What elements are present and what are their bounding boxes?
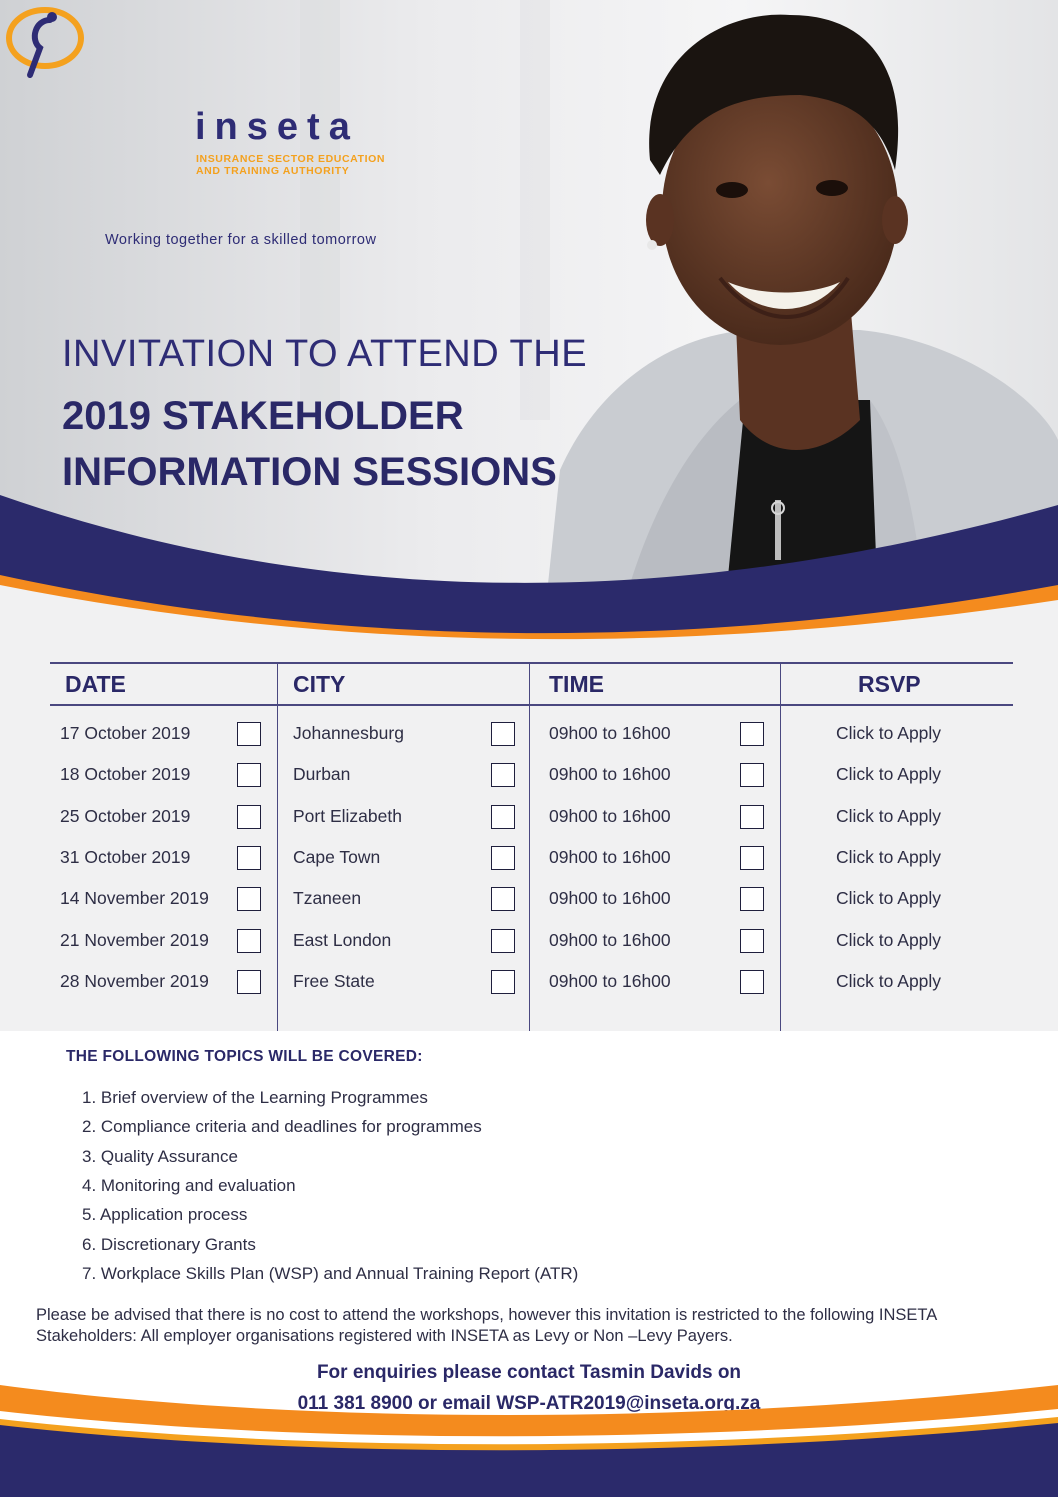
cell-date: 25 October 2019	[60, 806, 191, 826]
column-divider	[780, 662, 781, 1031]
topic-item: 2. Compliance criteria and deadlines for programmes	[82, 1117, 482, 1136]
rsvp-link[interactable]: Click to Apply	[836, 888, 942, 908]
brand-subtitle	[196, 153, 385, 177]
topic-item: 4. Monitoring and evaluation	[82, 1176, 296, 1195]
rsvp-link[interactable]: Click to Apply	[836, 847, 942, 867]
cell-time: 09h00 to 16h00	[549, 847, 671, 867]
rsvp-link[interactable]: Click to Apply	[836, 971, 942, 991]
rsvp-link[interactable]: Click to Apply	[836, 764, 942, 784]
sessions-table	[0, 645, 1058, 1031]
cell-date: 14 November 2019	[60, 888, 209, 908]
cell-date: 31 October 2019	[60, 847, 191, 867]
cell-city: Free State	[293, 971, 375, 991]
header-city: CITY	[293, 671, 346, 697]
time-checkbox[interactable]	[740, 722, 764, 746]
date-checkbox[interactable]	[237, 805, 261, 829]
table-top-rule	[50, 662, 1013, 664]
time-checkbox[interactable]	[740, 846, 764, 870]
city-checkbox[interactable]	[491, 929, 515, 953]
cell-time: 09h00 to 16h00	[549, 888, 671, 908]
rsvp-link[interactable]: Click to Apply	[836, 723, 942, 743]
rsvp-link[interactable]: Click to Apply	[836, 806, 942, 826]
cell-city: Johannesburg	[293, 723, 404, 743]
cell-time: 09h00 to 16h00	[549, 764, 671, 784]
city-checkbox[interactable]	[491, 970, 515, 994]
cell-time: 09h00 to 16h00	[549, 723, 671, 743]
advisory-text: Please be advised that there is no cost to attend the workshops, however this invitation is restricted to the following INSETA Stakeholders: All employer organisations registered with INSETA as Levy or Non –Levy Payers.	[36, 1306, 937, 1345]
header-date: DATE	[65, 671, 126, 697]
table-header-rule	[50, 704, 1013, 706]
footer-wave	[0, 1385, 1058, 1497]
cell-city: East London	[293, 930, 392, 950]
city-checkbox[interactable]	[491, 763, 515, 787]
date-checkbox[interactable]	[237, 887, 261, 911]
time-checkbox[interactable]	[740, 970, 764, 994]
time-checkbox[interactable]	[740, 763, 764, 787]
date-checkbox[interactable]	[237, 763, 261, 787]
heading-main	[62, 388, 557, 500]
hero-illustration	[0, 0, 1058, 660]
heading-line3: INFORMATION SESSIONS	[62, 450, 557, 494]
column-divider	[529, 662, 530, 1031]
cell-city: Cape Town	[293, 847, 381, 867]
cell-time: 09h00 to 16h00	[549, 806, 671, 826]
enquiries-line2[interactable]: 011 381 8900 or email WSP-ATR2019@inseta.org.za	[297, 1393, 761, 1414]
tagline: Working together for a skilled tomorrow	[105, 232, 377, 248]
cell-time: 09h00 to 16h00	[549, 930, 671, 950]
cell-date: 28 November 2019	[60, 971, 209, 991]
city-checkbox[interactable]	[491, 722, 515, 746]
time-checkbox[interactable]	[740, 887, 764, 911]
date-checkbox[interactable]	[237, 722, 261, 746]
cell-time: 09h00 to 16h00	[549, 971, 671, 991]
heading-line1: INVITATION TO ATTEND THE	[62, 333, 588, 375]
city-checkbox[interactable]	[491, 805, 515, 829]
brand-name: inseta	[195, 106, 359, 148]
rsvp-link[interactable]: Click to Apply	[836, 930, 942, 950]
cell-city: Port Elizabeth	[293, 806, 402, 826]
hero-banner	[0, 0, 1058, 660]
date-checkbox[interactable]	[237, 846, 261, 870]
time-checkbox[interactable]	[740, 805, 764, 829]
cell-city: Durban	[293, 764, 351, 784]
city-checkbox[interactable]	[491, 846, 515, 870]
inseta-swoosh-logo-icon	[0, 0, 90, 80]
topics-title: THE FOLLOWING TOPICS WILL BE COVERED:	[66, 1048, 423, 1065]
header-time: TIME	[549, 671, 604, 697]
cell-city: Tzaneen	[293, 888, 362, 908]
time-checkbox[interactable]	[740, 929, 764, 953]
date-checkbox[interactable]	[237, 929, 261, 953]
city-checkbox[interactable]	[491, 887, 515, 911]
cell-date: 18 October 2019	[60, 764, 191, 784]
date-checkbox[interactable]	[237, 970, 261, 994]
topic-item: 6. Discretionary Grants	[82, 1235, 256, 1254]
heading-line2: 2019 STAKEHOLDER	[62, 394, 464, 438]
brand-subtitle-line1: INSURANCE SECTOR EDUCATION	[196, 153, 386, 165]
header-rsvp: RSVP	[858, 671, 921, 697]
enquiries-line1: For enquiries please contact Tasmin Davids on	[316, 1362, 742, 1383]
topic-item: 1. Brief overview of the Learning Programmes	[82, 1088, 428, 1107]
topic-item: 3. Quality Assurance	[82, 1147, 238, 1166]
topic-item: 5. Application process	[82, 1205, 248, 1224]
cell-date: 21 November 2019	[60, 930, 209, 950]
brand-subtitle-line2: AND TRAINING AUTHORITY	[196, 165, 350, 177]
cell-date: 17 October 2019	[60, 723, 191, 743]
topic-item: 7. Workplace Skills Plan (WSP) and Annual Training Report (ATR)	[82, 1264, 579, 1283]
column-divider	[277, 662, 278, 1031]
